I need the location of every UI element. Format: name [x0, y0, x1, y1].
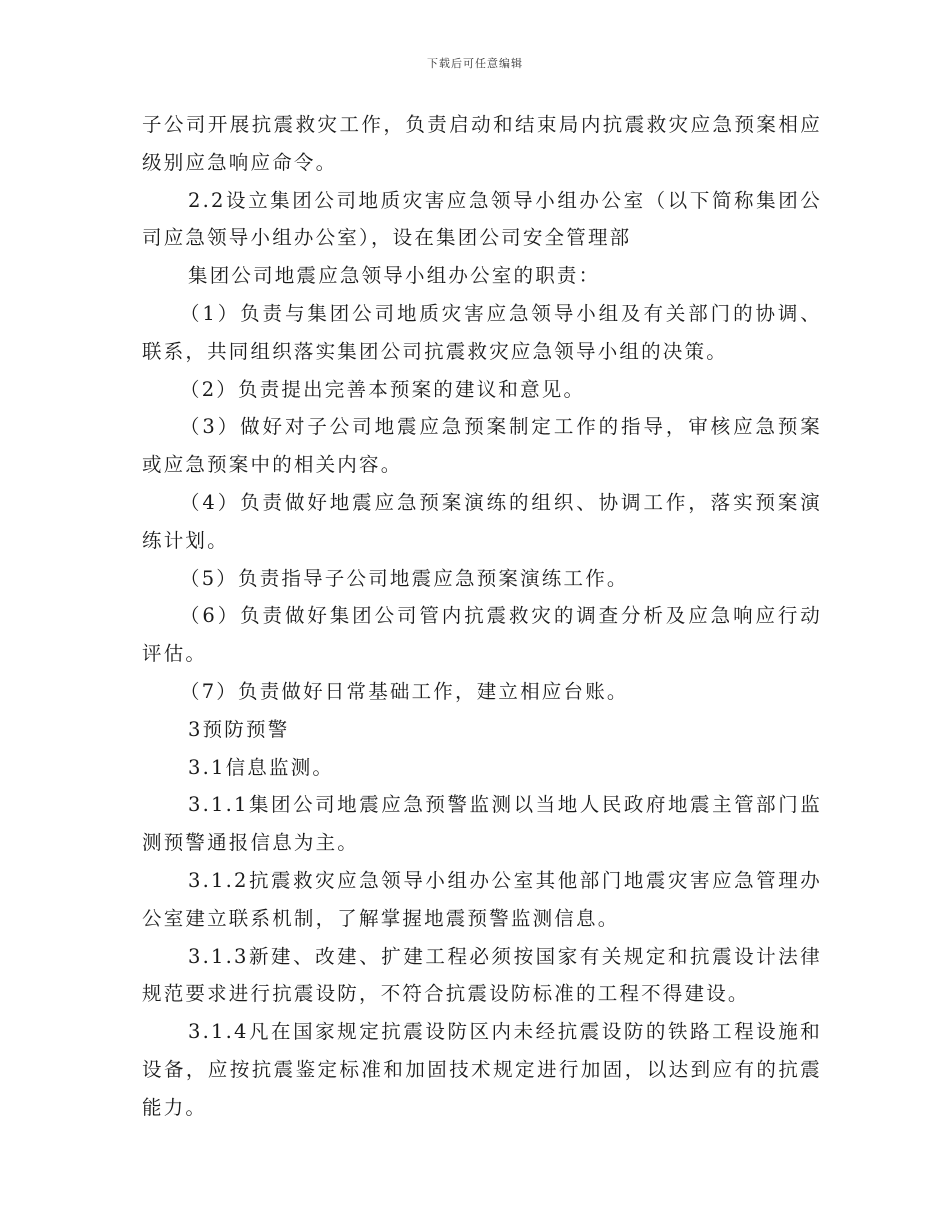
- list-item: （1）负责与集团公司地质灾害应急领导小组及有关部门的协调、联系，共同组织落实集团公司抗震救灾应急领导小组的决策。: [142, 301, 822, 363]
- list-item: （7）负责做好日常基础工作，建立相应台账。: [180, 679, 629, 703]
- paragraph: 3.1.3新建、改建、扩建工程必须按国家有关规定和抗震设计法律规范要求进行抗震设防，不符合抗震设防标准的工程不得建设。: [142, 944, 822, 1006]
- paragraph: 3.1.1集团公司地震应急预警监测以当地人民政府地震主管部门监测预警通报信息为主。: [142, 793, 822, 855]
- list-item: （6）负责做好集团公司管内抗震救灾的调查分析及应急响应行动评估。: [142, 604, 822, 666]
- page-header: 下载后可任意编辑: [427, 57, 523, 70]
- list-item: （3）做好对子公司地震应急预案制定工作的指导，审核应急预案或应急预案中的相关内容。: [142, 415, 822, 477]
- paragraph: 集团公司地震应急领导小组办公室的职责：: [188, 264, 601, 288]
- section-heading: 3预防预警: [188, 717, 290, 741]
- paragraph: 3.1.2抗震救灾应急领导小组办公室其他部门地震灾害应急管理办公室建立联系机制，了解掌握地震预警监测信息。: [142, 868, 822, 930]
- document-body: [142, 106, 822, 1127]
- list-item: （4）负责做好地震应急预案演练的组织、协调工作，落实预案演练计划。: [142, 490, 822, 552]
- paragraph: 子公司开展抗震救灾工作，负责启动和结束局内抗震救灾应急预案相应级别应急响应命令。: [142, 113, 822, 174]
- list-item: （2）负责提出完善本预案的建议和意见。: [180, 377, 586, 401]
- paragraph: 2.2设立集团公司地质灾害应急领导小组办公室（以下简称集团公司应急领导小组办公室），设在集团公司安全管理部: [142, 188, 822, 250]
- paragraph: 3.1.4凡在国家规定抗震设防区内未经抗震设防的铁路工程设施和设备，应按抗震鉴定标准和加固技术规定进行加固，以达到应有的抗震能力。: [142, 1020, 822, 1119]
- list-item: （5）负责指导子公司地震应急预案演练工作。: [180, 566, 629, 590]
- subsection-heading: 3.1信息监测。: [188, 755, 335, 779]
